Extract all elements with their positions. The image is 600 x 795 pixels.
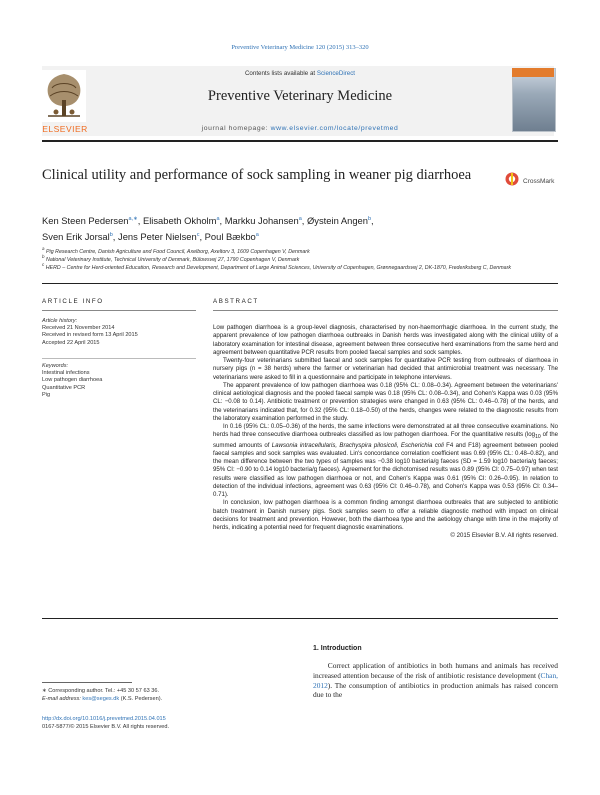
introduction-sentence: ). The consumption of antibiotics in production animals has raised concern due to the <box>313 680 558 700</box>
author-separator: , <box>137 215 143 227</box>
elsevier-wordmark: ELSEVIER <box>42 124 88 134</box>
journal-name: Preventive Veterinary Medicine <box>207 88 393 104</box>
abstract-paragraph <box>213 423 558 499</box>
affiliation-text: HERD – Centre for Herd-oriented Education, Research and Development, Department of Large Animal Sciences, University of Copenhagen, Grønnegaardsvej 2, DK-1870, Frederiksberg C, Denmark <box>45 264 512 271</box>
doi-block <box>42 716 282 731</box>
affiliation-marker: b <box>42 254 45 259</box>
doi-link[interactable]: http://dx.doi.org/10.1016/j.prevetmed.2015.04.015 <box>42 716 166 722</box>
crossmark-badge[interactable] <box>505 170 557 188</box>
keyword-item: Intestinal infections <box>42 370 90 377</box>
author-name: Øystein Angen <box>307 215 368 227</box>
contents-prefix: Contents lists available at <box>244 70 317 77</box>
author-affiliation-marker: a <box>216 216 220 222</box>
introduction-heading: 1. Introduction <box>313 645 362 652</box>
keywords-rule <box>42 358 196 359</box>
author-list <box>42 212 552 244</box>
author-affiliation-marker: b <box>109 232 113 239</box>
citation-link[interactable]: Chan, 2012 <box>313 670 558 690</box>
article-history <box>42 318 202 347</box>
journal-cover-band <box>512 68 554 77</box>
history-label: Article history: <box>42 318 78 324</box>
keyword-item: Pig <box>42 391 51 398</box>
homepage-link[interactable]: www.elsevier.com/locate/prevetmed <box>270 125 399 132</box>
abstract-text: F4 and F18) agreement between pooled faecal samples and sock samples was evaluated. Lin's concordance correlation coefficient was 0.69 (95% CL: 0.48–0.82), and the mean difference between the two types of samples was −0.38 log10 bacteria/g faeces (SD = 1.59 log10 bacteria/g faeces; 95% CI: −0.90 to 0.14 log10 bacteria/g faeces). Agreement for the dichotomised results was 0.89 (95% CI: 0.75–0.97) when test results were classified as low pathogen diarrhoea or not, and Cohen's Kappa was 0.61 (95% CI: 0.26–0.95). In relation to detection of the individual infections, agreement was 0.63 (95% CI: 0.46–0.78), and Cohen's Kappa was 0.53 (95% CI: 0.34–0.71). <box>213 441 559 499</box>
article-info-heading: ARTICLE INFO <box>42 298 104 305</box>
abstract-heading: ABSTRACT <box>213 298 259 305</box>
abstract-paragraph: The apparent prevalence of low pathogen diarrhoea was 0.18 (95% CL: 0.08–0.34). Agreement between the veterinarians' clinical aetiological diagnosis and the pooled faecal sample was 0.18 (95% CL: 0.08–0.34), and Cohen's Kappa was 0.03 (95% CL: −0.08 to 0.14). Antibiotic treatment or prevention strategies were changed in 0.63 (95% CL: 0.46–0.78) of the herds, and the veterinarians indicated that, for 0.32 (95% CL: 0.18–0.50) of the herds, changes were related to the diagnostic results from the laboratory examination performed in the study. <box>213 381 558 422</box>
author[interactable] <box>143 215 225 226</box>
affiliation-marker: c <box>42 262 45 267</box>
affiliation-text: Pig Research Centre, Danish Agriculture and Food Council, Axelborg, Axeltorv 3, 1609 Copenhagen V, Denmark <box>46 248 310 255</box>
history-accepted: Accepted 22 April 2015 <box>42 339 100 346</box>
author-name: Jens Peter Nielsen <box>118 231 197 243</box>
affiliation-text: National Veterinary Institute, Technical University of Denmark, Bülowsvej 27, 1790 Copenhagen V, Denmark <box>46 256 300 263</box>
abstract-body <box>213 324 558 541</box>
journal-homepage <box>90 125 510 132</box>
author-name: Ken Steen Pedersen <box>42 215 129 227</box>
header-divider <box>42 140 558 142</box>
footnote-rule <box>42 682 132 683</box>
author-name: Poul Bækbo <box>204 231 256 243</box>
abstract-paragraph: In conclusion, low pathogen diarrhoea is a common finding amongst diarrhoea outbreaks that are subjected to antibiotic batch treatment in Danish nursery pigs. Sock samples seem to offer a reliable diagnostic method with impact on clinical decisions for treatment and prevention. However, both the diarrhoea type and the aetiology change with time in the majority of herds, indicating a potential need for frequent diagnostic examinations. <box>213 499 558 532</box>
crossmark-label: CrossMark <box>523 178 555 185</box>
abstract-species: Lawsonia intracellularis, Brachyspira pilosicoli, Escherichia coli <box>271 441 444 449</box>
author-name: Sven Erik Jorsal <box>42 231 110 243</box>
author-affiliation-marker: a <box>255 232 259 239</box>
corresponding-author: ∗ Corresponding author. Tel.: +45 30 57 63 36. <box>42 688 160 694</box>
abstract-paragraph: Low pathogen diarrhoea is a group-level diagnosis, characterised by non-haemorrhagic diarrhoea. In the current study, the apparent prevalence of low pathogen diarrhoea outbreaks in Danish herds was investigated along with the clinical utility of a laboratory examination for intestinal disease, agreement between three consecutive herd examinations from the same herd and agreement between quantitative PCR results from pooled faecal samples and sock samples. <box>213 324 558 356</box>
abstract-copyright: © 2015 Elsevier B.V. All rights reserved. <box>450 532 558 540</box>
author-affiliation-marker: a <box>298 216 302 222</box>
author[interactable] <box>42 231 118 242</box>
crossmark-icon <box>505 172 519 186</box>
keyword-item: Low pathogen diarrhoea <box>42 377 103 384</box>
affiliation-marker: a <box>42 246 45 251</box>
affiliation-divider <box>42 283 558 284</box>
journal-citation[interactable]: Preventive Veterinary Medicine 120 (2015) 313–320 <box>231 44 369 51</box>
keywords <box>42 363 202 399</box>
abstract-rule <box>213 310 558 311</box>
author-affiliation-marker: b <box>367 216 372 222</box>
abstract-subscript: 10 <box>535 434 541 441</box>
author-name: Elisabeth Okholm <box>142 215 217 227</box>
email-link[interactable]: kes@seges.dk <box>82 695 120 702</box>
author-separator: , <box>301 215 307 227</box>
contents-line <box>90 70 510 77</box>
introduction-sentence: Correct application of antibiotics in both humans and animals has received increased attention because of the risk of antibiotic resistance development ( <box>313 661 558 680</box>
email-suffix: (K.S. Pedersen). <box>119 695 163 702</box>
corresponding-author-footnote <box>42 688 282 703</box>
sciencedirect-link[interactable]: ScienceDirect <box>316 70 356 77</box>
affiliation-c <box>42 261 552 272</box>
history-revised: Received in revised form 13 April 2015 <box>42 332 138 339</box>
homepage-prefix: journal homepage: <box>201 125 271 132</box>
history-received: Received 21 November 2014 <box>42 325 115 332</box>
keywords-label: Keywords: <box>42 363 69 369</box>
author[interactable] <box>205 231 259 242</box>
issn-line: 0167-5877/© 2015 Elsevier B.V. All rights reserved. <box>42 723 170 730</box>
author[interactable] <box>42 215 143 226</box>
author-name: Markku Johansen <box>224 215 299 227</box>
journal-cover-image <box>512 68 556 132</box>
abstract-text: of the summed amounts of <box>213 431 558 449</box>
article-title: Clinical utility and performance of sock sampling in weaner pig diarrhoea <box>42 167 472 183</box>
email-label: E-mail address: <box>42 695 83 702</box>
elsevier-tree-logo <box>42 70 86 126</box>
abstract-paragraph: Twenty-four veterinarians submitted faecal and sock samples for quantitative PCR testing from outbreaks of diarrhoea in nursery pigs (n = 38 herds) where the farmer or veterinarian had decided that antimicrobial treatment was necessary. The veterinarians were asked to fill in a questionnaire and participate in telephone interviews. <box>213 357 558 381</box>
article-info-rule <box>42 310 196 311</box>
author-separator: , <box>199 231 205 243</box>
keyword-item: Quantitative PCR <box>42 384 86 391</box>
author-separator: , <box>219 215 225 227</box>
abstract-bottom-divider <box>42 618 558 619</box>
introduction-text <box>313 661 558 700</box>
author[interactable] <box>307 215 374 226</box>
author-affiliation-marker: a,∗ <box>128 216 138 222</box>
author[interactable] <box>118 231 205 242</box>
author-affiliation-marker: c <box>196 232 200 239</box>
email-line <box>42 696 282 704</box>
author-separator: , <box>371 215 374 227</box>
author-separator: , <box>112 231 119 243</box>
author[interactable] <box>225 215 307 226</box>
abstract-text: In 0.16 (95% CL: 0.05–0.36) of the herds, the same infections were demonstrated at all three consecutive examinations. No herds had three consecutive diarrhoea outbreaks classified as low pathogen diarrhoea. For the quantitative results (log <box>213 423 558 439</box>
